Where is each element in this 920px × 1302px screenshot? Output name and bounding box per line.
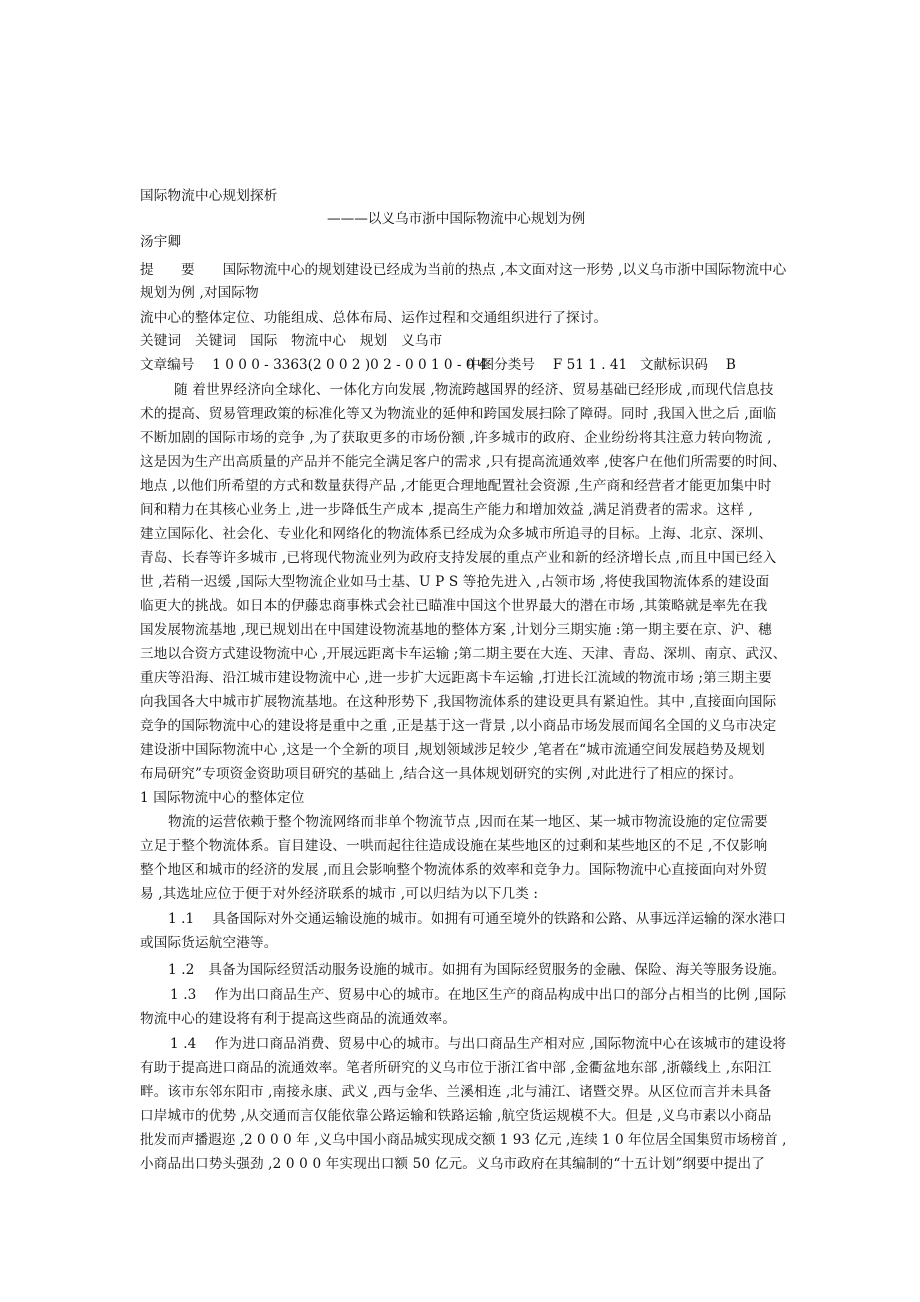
paragraph-line: 不断加剧的国际市场的竞争 ,为了获取更多的市场份额 ,许多城市的政府、企业纷纷将其注意力转向物流 , (140, 430, 772, 446)
list-item-line: 小商品出口势头强劲 ,2 0 0 0 年实现出口额 50 亿元。义乌市政府在其编制的“十五计划”纲要中提出了 (140, 1156, 766, 1172)
paragraph-line: 重庆等沿海、沿江城市建设物流中心 ,进一步扩大远距离卡车运输 ,打进长江流域的物流市场 ;第三期主要 (140, 670, 772, 686)
list-item-line: 或国际货运航空港等。 (140, 935, 278, 951)
paragraph-line: 建设浙中国际物流中心 ,这是一个全新的项目 ,规划领域涉足较少 ,笔者在“城市流通空间发展趋势及规划 (140, 742, 765, 758)
paragraph-line: 间和精力在其核心业务上 ,进一步降低生产成本 ,提高生产能力和增加效益 ,满足消费者的需求。这样 , (140, 502, 754, 518)
paragraph-line: 随 着世界经济向全球化、一体化方向发展 ,物流跨越国界的经济、贸易基础已经形成 ,而现代信息技 (174, 382, 774, 398)
article-title: 国际物流中心规划探析 (140, 188, 278, 204)
paragraph-line: 地点 ,以他们所希望的方式和数量获得产品 ,才能更合理地配置社会资源 ,生产商和经营者才能更加集中时 (140, 478, 772, 494)
paragraph-line: 术的提高、贸易管理政策的标准化等又为物流业的延伸和跨国发展扫除了障碍。同时 ,我国入世之后 ,面临 (140, 406, 777, 422)
classification-number: 中图分类号 F 51 1 . 41 (467, 357, 628, 373)
list-item-line: 畔。该市东邻东阳市 ,南接永康、武义 ,西与金华、兰溪相连 ,北与浦江、诸暨交界。从区位而言并未具备 (140, 1084, 772, 1100)
paragraph-line: 这是因为生产出高质量的产品并不能完全满足客户的需求 ,只有提高流通效率 ,使客户在他们所需要的时间、 (140, 454, 787, 470)
list-item-line: 批发而声播遐迩 ,2 0 0 0 年 ,义乌中国小商品城实现成交额 1 93 亿元 ,连续 1 0 年位居全国集贸市场榜首 , (140, 1132, 787, 1148)
paragraph-line: 青岛、长春等许多城市 ,已将现代物流业列为政府支持发展的重点产业和新的经济增长点 ,而且中国已经入 (140, 550, 777, 566)
list-item-line: 1 .2 具备为国际经贸活动服务设施的城市。如拥有为国际经贸服务的金融、保险、海关等服务设施。 (168, 962, 786, 978)
paragraph-line: 物流的运营依赖于整个物流网络而非单个物流节点 ,因而在某一地区、某一城市物流设施的定位需要 (168, 814, 768, 830)
paragraph-line: 布局研究”专项资金资助项目研究的基础上 ,结合这一具体规划研究的实例 ,对此进行了相应的探讨。 (140, 766, 743, 782)
abstract-label: 提 要 (140, 262, 195, 278)
list-item-line: 口岸城市的优势 ,从交通而言仅能依靠公路运输和铁路运输 ,航空货运规模不大。但是 ,义乌市素以小商品 (140, 1108, 772, 1124)
keywords-line: 关键词 关键词 国际 物流中心 规划 义乌市 (140, 333, 443, 349)
paragraph-line: 建立国际化、社会化、专业化和网络化的物流体系已经成为众多城市所追寻的目标。上海、北京、深圳、 (140, 526, 773, 542)
paragraph-line: 整个地区和城市的经济的发展 ,而且会影响整个物流体系的效率和竞争力。国际物流中心直接面向对外贸 (140, 862, 768, 878)
abstract-line: 规划为例 ,对国际物 (140, 285, 259, 301)
abstract-text: 国际物流中心的规划建设已经成为当前的热点 ,本文面对这一形势 ,以义乌市浙中国际物流中心 (222, 262, 787, 278)
abstract-line (140, 261, 786, 279)
paragraph-line: 易 ,其选址应位于便于对外经济联系的城市 ,可以归结为以下几类 : (140, 886, 539, 902)
article-subtitle: ———以义乌市浙中国际物流中心规划为例 (327, 211, 586, 227)
paragraph-line: 立足于整个物流体系。盲目建设、一哄而起往往造成设施在某些地区的过剩和某些地区的不足 ,不仅影响 (140, 838, 768, 854)
paragraph-line: 世 ,若稍一迟缓 ,国际大型物流企业如马士基、U P S 等抢先进入 ,占领市场 ,将使我国物流体系的建设面 (140, 574, 770, 590)
author-name: 汤宇卿 (140, 234, 182, 250)
paragraph-line: 向我国各大中城市扩展物流基地。在这种形势下 ,我国物流体系的建设更具有紧迫性。其中 ,直接面向国际 (140, 694, 777, 710)
article-number: 文章编号 1 0 0 0 - 3363(2 0 0 2 )0 2 - 0 0 1 0 - 0 4 (140, 357, 488, 373)
paragraph-line: 竞争的国际物流中心的建设将是重中之重 ,正是基于这一背景 ,以小商品市场发展而闻名全国的义乌市决定 (140, 718, 777, 734)
list-item-line: 物流中心的建设将有利于提高这些商品的流通效率。 (140, 1011, 457, 1027)
abstract-line: 流中心的整体定位、功能组成、总体布局、运作过程和交通组织进行了探讨。 (140, 310, 608, 326)
list-item-line: 1 .1 具备国际对外交通运输设施的城市。如拥有可通至境外的铁路和公路、从事远洋运输的深水港口 (168, 911, 786, 927)
list-item-line: 1 .4 作为进口商品消费、贸易中心的城市。与出口商品生产相对应 ,国际物流中心在该城市的建设将 (170, 1036, 787, 1052)
list-item-line: 1 .3 作为出口商品生产、贸易中心的城市。在地区生产的商品构成中出口的部分占相当的比例 ,国际 (170, 987, 787, 1003)
paragraph-line: 三地以合资方式建设物流中心 ,开展远距离卡车运输 ;第二期主要在大连、天津、青岛、深圳、南京、武汉、 (140, 646, 787, 662)
document-code: 文献标识码 B (640, 357, 736, 373)
list-item-line: 有助于提高进口商品的流通效率。笔者所研究的义乌市位于浙江省中部 ,金衢盆地东部 ,浙赣线上 ,东阳江 (140, 1060, 772, 1076)
paragraph-line: 临更大的挑战。如日本的伊藤忠商事株式会社已瞄准中国这个世界最大的潜在市场 ,其策略就是率先在我 (140, 598, 768, 614)
paragraph-line: 国发展物流基地 ,现已规划出在中国建设物流基地的整体方案 ,计划分三期实施 :第一期主要在京、沪、穗 (140, 622, 772, 638)
section-heading: 1 国际物流中心的整体定位 (140, 790, 305, 806)
